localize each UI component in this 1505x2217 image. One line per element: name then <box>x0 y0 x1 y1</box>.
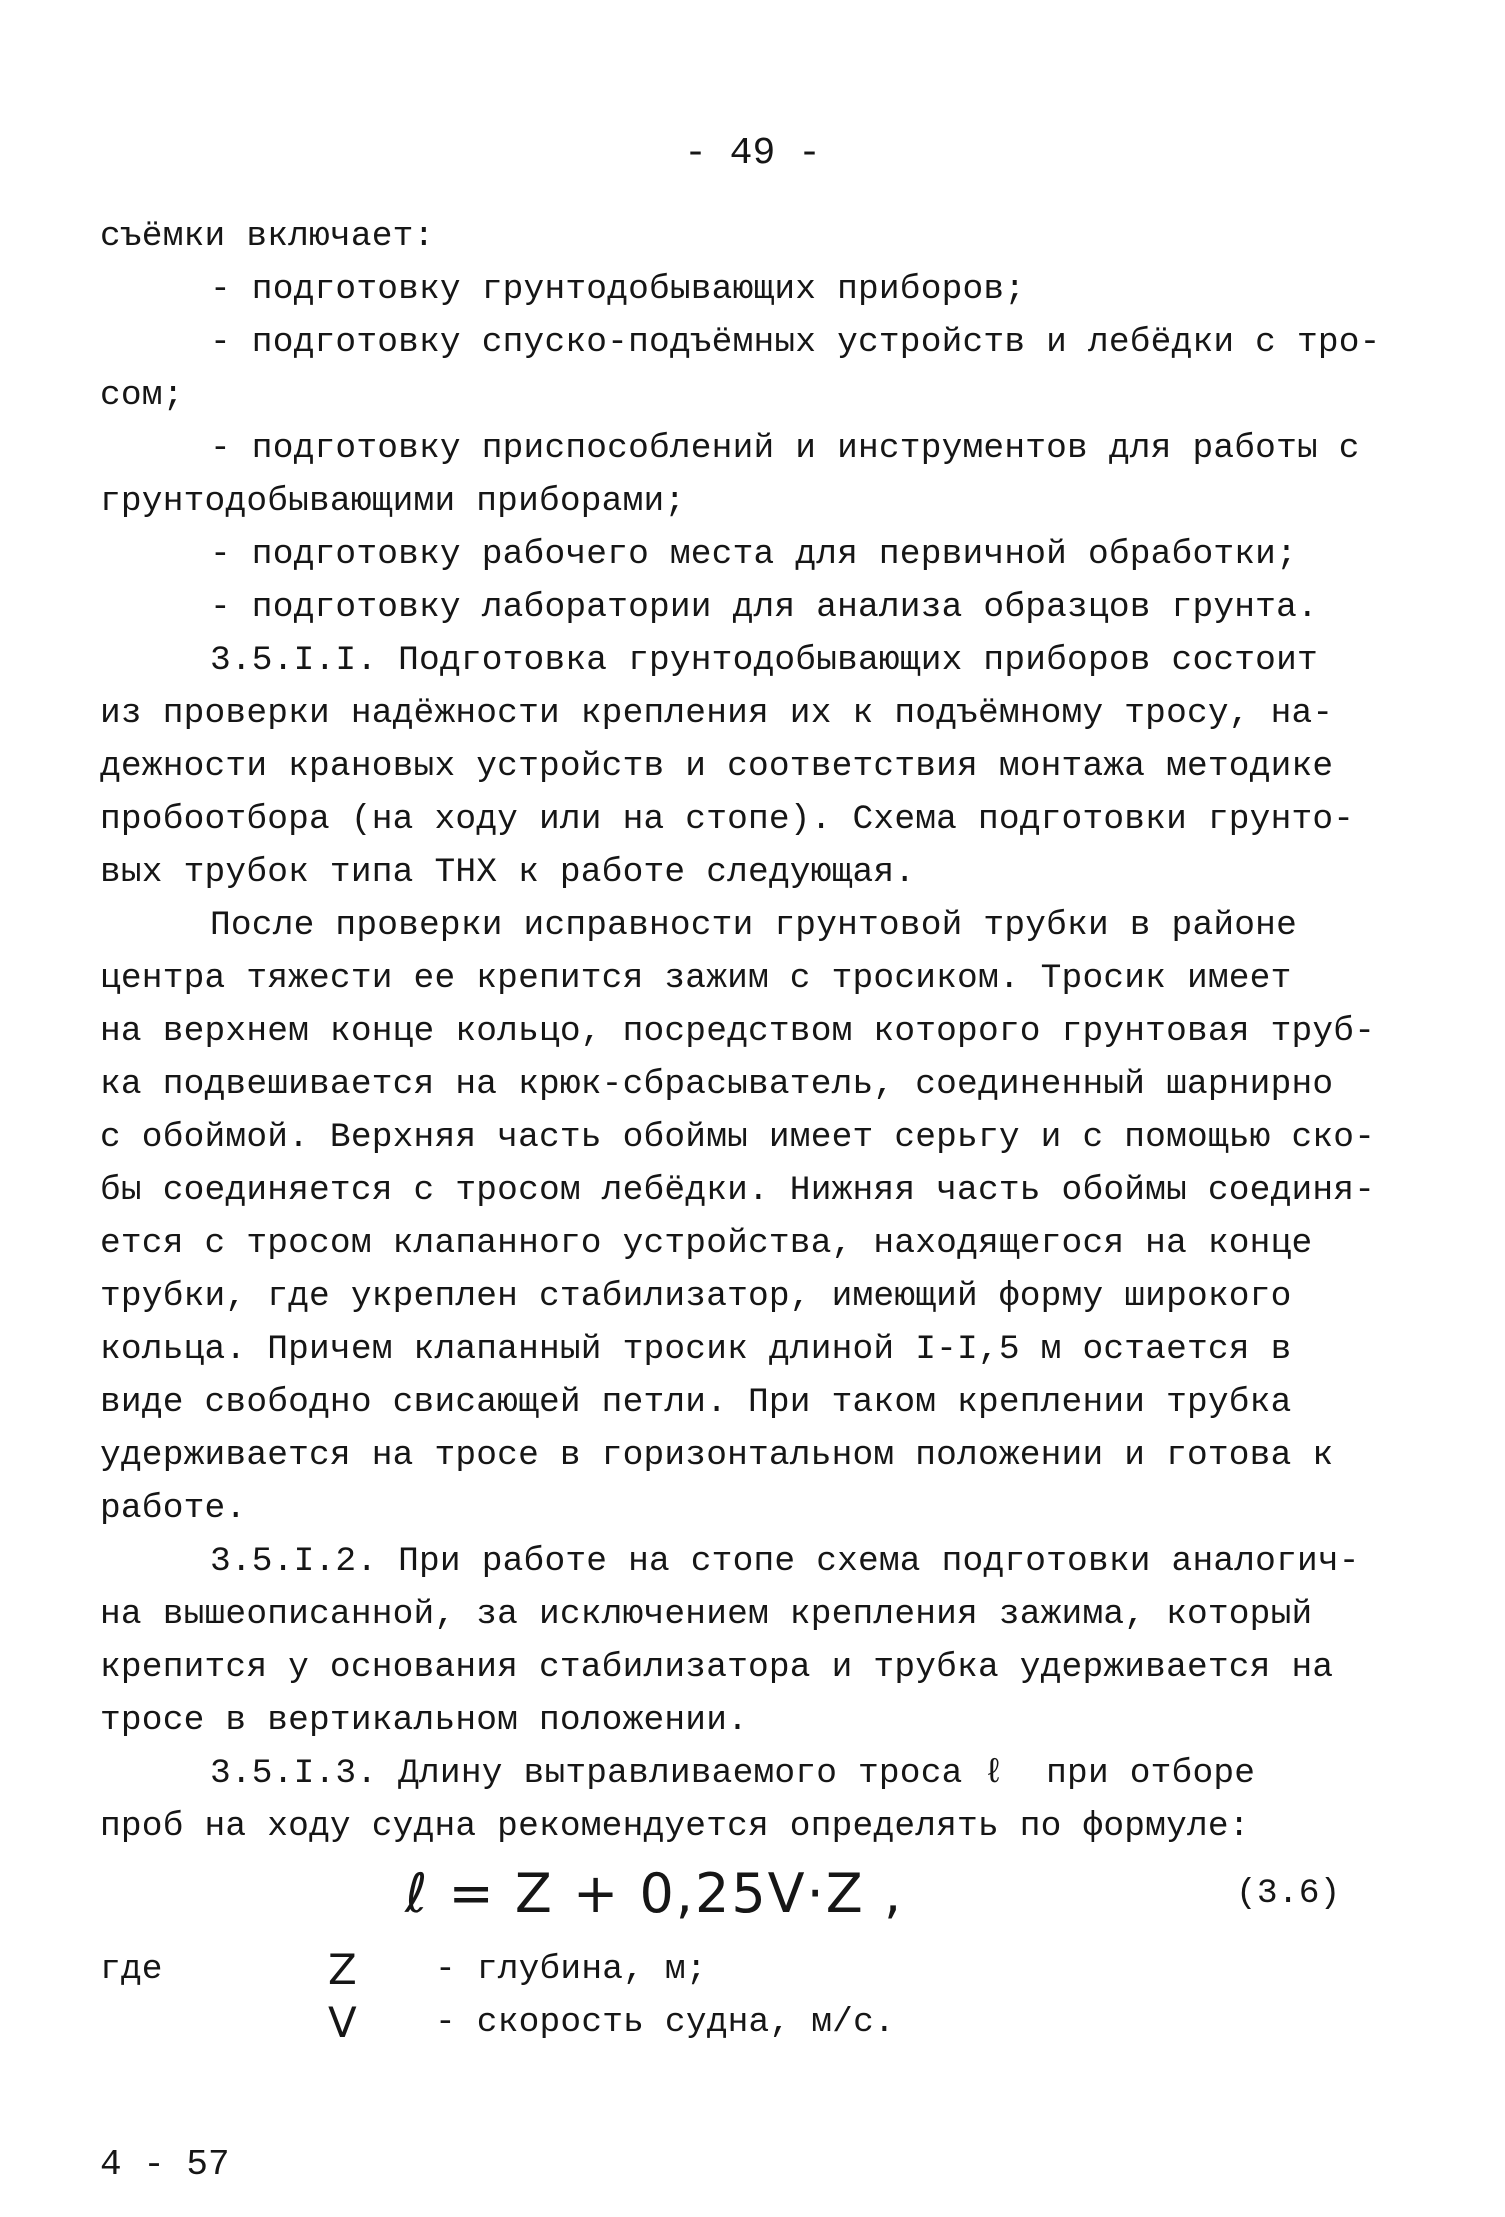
paragraph-start: После проверки исправности грунтовой трубки в районе <box>210 906 1297 945</box>
variable-description: - глубина, м; <box>435 1950 707 1989</box>
text-line: съёмки включает: <box>100 217 435 256</box>
text-line: удерживается на тросе в горизонтальном положении и готова к <box>100 1436 1334 1475</box>
text-line: бы соединяется с тросом лебёдки. Нижняя часть обоймы соединя- <box>100 1171 1376 1210</box>
body-text <box>100 210 1420 2049</box>
list-item: - подготовку спуско-подъёмных устройств и лебёдки с тро- <box>210 323 1381 362</box>
text-line: центра тяжести ее крепится зажим с тросиком. Тросик имеет <box>100 959 1292 998</box>
where-row <box>100 1943 1420 1996</box>
formula-number: (3.6) <box>1236 1874 1341 1913</box>
text-line: работе. <box>100 1489 247 1528</box>
list-item: - подготовку приспособлений и инструментов для работы с <box>210 429 1360 468</box>
footer-sheet-number: 4 - 57 <box>100 2144 230 2185</box>
text-line: вых трубок типа ТНХ к работе следующая. <box>100 853 916 892</box>
formula: ℓ = Z + 0,25V·Z , <box>405 1862 904 1925</box>
text-line: кольца. Причем клапанный тросик длиной I-I,5 м остается в <box>100 1330 1292 1369</box>
paragraph-start: 3.5.I.3. Длину вытравливаемого троса ℓ при отборе <box>210 1754 1256 1793</box>
text-line: ется с тросом клапанного устройства, находящегося на конце <box>100 1224 1313 1263</box>
variable-description: - скорость судна, м/с. <box>435 2003 895 2042</box>
text-line: пробоотбора (на ходу или на стопе). Схема подготовки грунто- <box>100 800 1355 839</box>
text-line: на верхнем конце кольцо, посредством которого грунтовая труб- <box>100 1012 1376 1051</box>
text-line: грунтодобывающими приборами; <box>100 482 686 521</box>
variable-symbol: Z <box>328 1945 357 1994</box>
text-line: ка подвешивается на крюк-сбрасыватель, соединенный шарнирно <box>100 1065 1334 1104</box>
text-line: трубки, где укреплен стабилизатор, имеющий форму широкого <box>100 1277 1292 1316</box>
text-line: тросе в вертикальном положении. <box>100 1701 749 1740</box>
formula-row <box>100 1853 1420 1943</box>
text-line: крепится у основания стабилизатора и трубка удерживается на <box>100 1648 1334 1687</box>
text-line: с обоймой. Верхняя часть обоймы имеет серьгу и с помощью ско- <box>100 1118 1376 1157</box>
text-line: сом; <box>100 376 184 415</box>
paragraph-start: 3.5.I.I. Подготовка грунтодобывающих приборов состоит <box>210 641 1318 680</box>
page-number: - 49 - <box>684 132 821 175</box>
where-row <box>100 1996 1420 2049</box>
where-label: где <box>100 1950 163 1989</box>
text-line: из проверки надёжности крепления их к подъёмному тросу, на- <box>100 694 1334 733</box>
paragraph-start: 3.5.I.2. При работе на стопе схема подготовки аналогич- <box>210 1542 1360 1581</box>
text-line: дежности крановых устройств и соответствия монтажа методике <box>100 747 1334 786</box>
text-line: на вышеописанной, за исключением крепления зажима, который <box>100 1595 1313 1634</box>
list-item: - подготовку грунтодобывающих приборов; <box>210 270 1026 309</box>
list-item: - подготовку рабочего места для первичной обработки; <box>210 535 1297 574</box>
text-line: виде свободно свисающей петли. При таком креплении трубка <box>100 1383 1292 1422</box>
variable-symbol: V <box>328 1998 357 2047</box>
text-line: проб на ходу судна рекомендуется определять по формуле: <box>100 1807 1250 1846</box>
list-item: - подготовку лаборатории для анализа образцов грунта. <box>210 588 1318 627</box>
